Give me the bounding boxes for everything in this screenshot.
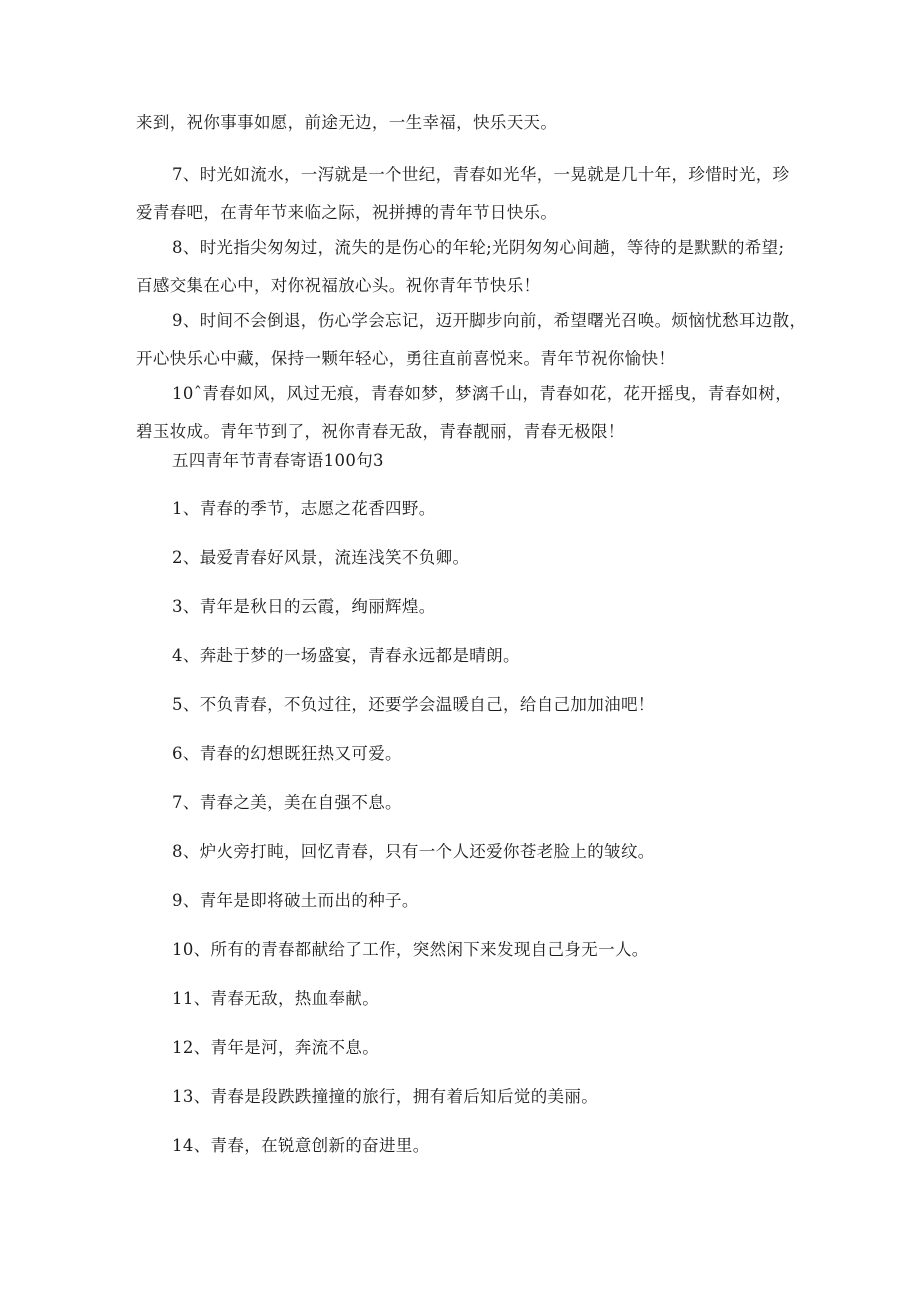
paragraph-item-7 [136, 156, 808, 232]
paragraph-item-10 [136, 375, 808, 451]
paragraph-line: 9、时间不会倒退，伤心学会忘记，迈开脚步向前，希望曙光召唤。烦恼忧愁耳边散， [172, 311, 807, 330]
list-item: 9、青年是即将破土而出的种子。 [172, 891, 419, 910]
list-item: 12、青年是河，奔流不息。 [172, 1038, 380, 1057]
list-item: 7、青春之美，美在自强不息。 [172, 793, 402, 812]
list-item: 1、青春的季节，志愿之花香四野。 [172, 499, 436, 518]
paragraph-line: 开心快乐心中藏，保持一颗年轻心，勇往直前喜悦来。青年节祝你愉快！ [136, 349, 676, 368]
list-item: 13、青春是段跌跌撞撞的旅行，拥有着后知后觉的美丽。 [172, 1087, 599, 1106]
list-item: 10、所有的青春都献给了工作，突然闲下来发现自己身无一人。 [172, 940, 649, 959]
paragraph-line: 来到，祝你事事如愿，前途无边，一生幸福，快乐天天。 [136, 113, 558, 132]
list-item: 2、最爱青春好风景，流连浅笑不负卿。 [172, 548, 470, 567]
list-item: 8、炉火旁打盹，回忆青春，只有一个人还爱你苍老脸上的皱纹。 [172, 842, 655, 861]
section-heading: 五四青年节青春寄语100句3 [172, 451, 384, 470]
list-item: 3、青年是秋日的云霞，绚丽辉煌。 [172, 597, 436, 616]
paragraph-line: 8、时光指尖匆匆过，流失的是伤心的年轮;光阴匆匆心间趟，等待的是默默的希望; [172, 238, 785, 257]
paragraph-line: 10ˆ青春如风，风过无痕，青春如梦，梦漓千山，青春如花，花开摇曳，青春如树， [172, 384, 793, 403]
paragraph-continuation [136, 104, 808, 142]
paragraph-line: 百感交集在心中，对你祝福放心头。祝你青年节快乐！ [136, 276, 541, 295]
paragraph-line: 爱青春吧，在青年节来临之际，祝拼搏的青年节日快乐。 [136, 203, 558, 222]
paragraph-line: 碧玉妆成。青年节到了，祝你青春无敌，青春靓丽，青春无极限！ [136, 422, 625, 441]
paragraph-line: 7、时光如流水，一泻就是一个世纪，青春如光华，一晃就是几十年，珍惜时光，珍 [172, 165, 790, 184]
list-item: 11、青春无敌，热血奉献。 [172, 989, 380, 1008]
list-item: 14、青春，在锐意创新的奋进里。 [172, 1136, 430, 1155]
list-item: 6、青春的幻想既狂热又可爱。 [172, 744, 402, 763]
list-item: 4、奔赴于梦的一场盛宴，青春永远都是晴朗。 [172, 646, 520, 665]
paragraph-item-9 [136, 302, 808, 378]
paragraph-item-8 [136, 229, 808, 305]
list-item: 5、不负青春，不负过往，还要学会温暖自己，给自己加加油吧！ [172, 695, 655, 714]
